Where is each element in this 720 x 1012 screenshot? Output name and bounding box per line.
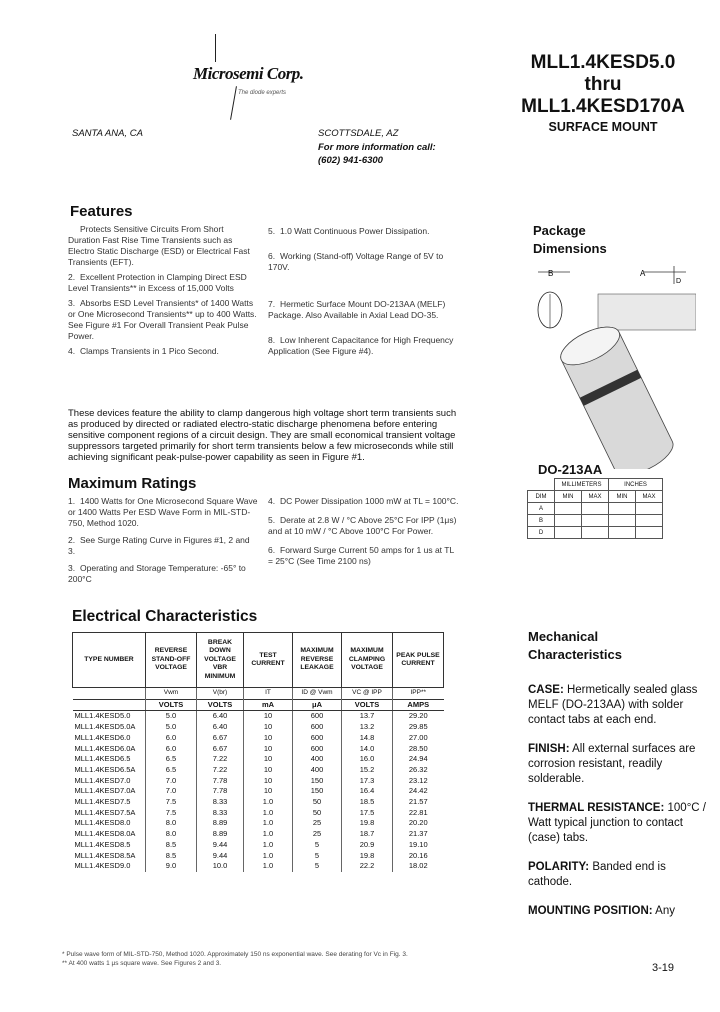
rating-item: 4. DC Power Dissipation 1000 mW at TL = 100°C. [268,496,459,506]
value-cell: 10 [244,733,293,744]
features-description: These devices feature the ability to clamp dangerous high voltage short term transients such as produced by directed or radiated electro-static discharge phenomena before entering sensitive component regions of a circuit design. They are small economical transient voltage suppressors targeted primarily for short term transients below a few microseconds while still achieving significant peak-pulse-power capability as seen in Figure #1. [68,408,457,463]
value-cell: 21.57 [393,797,444,808]
table-row [73,786,444,797]
logo-stroke-bottom [230,86,237,120]
value-cell: 24.94 [393,754,444,765]
value-cell: 600 [293,733,342,744]
part-number-cell: MLL1.4KESD8.0A [74,829,136,839]
value-cell: 7.5 [146,797,197,808]
table-symbol-row [73,688,444,700]
package-name: DO-213AA [538,462,603,477]
value-cell: 8.33 [197,808,244,819]
dim-cell [555,515,582,527]
value-cell: 13.2 [342,722,393,733]
symbol-cell: ID @ Vwm [293,688,342,700]
value-cell: 400 [293,765,342,776]
value-cell: 5.0 [146,722,197,733]
table-row [73,818,444,829]
part-number-cell: MLL1.4KESD7.0A [74,786,136,796]
feature-item: 3. Absorbs ESD Level Transients* of 1400 Watts or One Microsecond Transients** up to 400 Watts. See Figure #1 For Overall Transient Peak Pulse Power. [68,298,257,341]
value-cell: 18.7 [342,829,393,840]
dim-sub-cell: MIN [555,491,582,503]
value-cell: 6.67 [197,733,244,744]
value-cell: 50 [293,797,342,808]
value-cell: 10 [244,722,293,733]
dim-header-in: INCHES [609,479,663,491]
value-cell: 28.50 [393,744,444,755]
value-cell: 5 [293,840,342,851]
value-cell: 9.44 [197,840,244,851]
part-number-cell: MLL1.4KESD6.0 [74,732,131,742]
value-cell: 29.85 [393,722,444,733]
value-cell: 6.67 [197,744,244,755]
feature-item: 2. Excellent Protection in Clamping Direct ESD Level Transients** in Excess of 15,000 Volts [68,272,247,293]
contact-info [318,141,436,167]
part-number-cell: MLL1.4KESD8.5A [74,850,136,860]
feature-item: 7. Hermetic Surface Mount DO-213AA (MELF) Package. Also Available in Axial Lead DO-35. [268,299,446,320]
package-drawing [536,264,696,469]
value-cell: 26.32 [393,765,444,776]
electrical-heading: Electrical Characteristics [72,608,258,625]
ratings-right-list [268,496,460,567]
value-cell: 1.0 [244,808,293,819]
value-cell: 10 [244,744,293,755]
table-row [73,776,444,787]
value-cell: 7.22 [197,765,244,776]
symbol-cell [73,688,146,700]
dim-sub-cell: MAX [582,491,609,503]
part-number-cell: MLL1.4KESD8.5 [74,839,131,849]
th-type-number: TYPE NUMBER [73,633,146,688]
electrical-table-wrap [72,632,444,872]
value-cell: 1.0 [244,797,293,808]
value-cell: 16.4 [342,786,393,797]
value-cell: 600 [293,711,342,722]
melf-body-3d [555,319,678,469]
value-cell: 17.5 [342,808,393,819]
value-cell: 6.40 [197,722,244,733]
value-cell: 5 [293,851,342,862]
dim-header-mm: MILLIMETERS [555,479,609,491]
company-logo: Microsemi Corp. [193,64,304,83]
value-cell: 8.0 [146,818,197,829]
mech-thermal: THERMAL RESISTANCE: 100°C / Watt typical junction to contact (case) tabs. [528,802,706,844]
mech-finish: FINISH: All external surfaces are corrosion resistant, readily solderable. [528,743,696,785]
value-cell: 150 [293,786,342,797]
part-number-cell: MLL1.4KESD6.0A [74,743,136,753]
th-reverse-leakage: MAXIMUM REVERSE LEAKAGE [293,633,342,688]
dim-sub-cell: DIM [528,491,555,503]
unit-cell: μA [293,699,342,711]
symbol-cell: Vwm [146,688,197,700]
value-cell: 10 [244,754,293,765]
value-cell: 6.0 [146,744,197,755]
side-view-body [598,294,696,330]
value-cell: 25 [293,818,342,829]
dim-cell [609,527,636,539]
value-cell: 8.33 [197,797,244,808]
dim-cell [636,503,663,515]
value-cell: 400 [293,754,342,765]
value-cell: 25 [293,829,342,840]
value-cell: 7.0 [146,786,197,797]
dim-row-label: A [528,503,555,515]
value-cell: 1.0 [244,829,293,840]
label-b: B [548,269,554,278]
rating-item: 1. 1400 Watts for One Microsecond Square Wave or 1400 Watts Per ESD Wave Form in MIL-STD-750, Method 1020. [68,496,258,528]
value-cell: 7.0 [146,776,197,787]
feature-item: 6. Working (Stand-off) Voltage Range of 5V to 170V. [268,251,444,272]
value-cell: 600 [293,722,342,733]
th-test-current: TEST CURRENT [244,633,293,688]
unit-cell: AMPS [393,699,444,711]
part-number-cell: MLL1.4KESD8.0 [74,818,131,828]
package-heading-line: Package [533,223,586,238]
melf-package-svg [536,264,696,469]
value-cell: 23.12 [393,776,444,787]
value-cell: 22.81 [393,808,444,819]
ratings-left-list [68,496,258,585]
footnote: ** At 400 watts 1 μs square wave. See Figures 2 and 3. [62,960,222,967]
table-row [73,744,444,755]
th-standoff-voltage: REVERSE STAND-OFF VOLTAGE [146,633,197,688]
dim-cell [636,527,663,539]
value-cell: 8.5 [146,840,197,851]
value-cell: 7.78 [197,776,244,787]
part-number-cell: MLL1.4KESD7.5A [74,807,136,817]
electrical-table [72,632,444,872]
feature-item: 8. Low Inherent Capacitance for High Frequency Application (See Figure #4). [268,335,454,356]
value-cell: 22.2 [342,861,393,872]
unit-cell: VOLTS [146,699,197,711]
ratings-heading: Maximum Ratings [68,475,197,492]
mechanical-heading-line: Characteristics [528,647,622,662]
value-cell: 7.78 [197,786,244,797]
value-cell: 10.0 [197,861,244,872]
package-heading-line: Dimensions [533,241,607,256]
unit-cell: VOLTS [342,699,393,711]
value-cell: 8.89 [197,829,244,840]
th-peak-pulse-current: PEAK PULSE CURRENT [393,633,444,688]
dimension-table [527,478,663,539]
table-row [73,797,444,808]
value-cell: 18.5 [342,797,393,808]
features-right-list [268,226,460,357]
value-cell: 10 [244,786,293,797]
table-row [73,711,444,722]
feature-item: 4. Clamps Transients in 1 Pico Second. [68,346,219,356]
value-cell: 20.20 [393,818,444,829]
value-cell: 6.40 [197,711,244,722]
dim-row [528,527,663,539]
dim-header-row [528,479,663,491]
value-cell: 600 [293,744,342,755]
value-cell: 14.8 [342,733,393,744]
part-number-cell: MLL1.4KESD5.0 [74,711,131,721]
dim-sub-row [528,491,663,503]
symbol-cell: IPP** [393,688,444,700]
unit-cell: mA [244,699,293,711]
label-a: A [640,269,646,278]
page-number: 3-19 [652,962,675,974]
table-row [73,722,444,733]
dim-cell [582,527,609,539]
rating-item: 3. Operating and Storage Temperature: -65° to 200°C [68,563,246,584]
table-row [73,829,444,840]
value-cell: 9.0 [146,861,197,872]
value-cell: 1.0 [244,818,293,829]
value-cell: 10 [244,776,293,787]
th-clamping-voltage: MAXIMUM CLAMPING VOLTAGE [342,633,393,688]
value-cell: 8.5 [146,851,197,862]
dim-row-label: B [528,515,555,527]
th-breakdown-voltage: BREAK DOWN VOLTAGE VBR MINIMUM [197,633,244,688]
logo-stroke-top [215,34,216,62]
table-units-row [73,699,444,711]
features-heading: Features [70,203,133,220]
table-header-row [73,633,444,688]
dim-sub-cell: MAX [636,491,663,503]
location-scottsdale: SCOTTSDALE, AZ [318,128,399,139]
dim-cell [555,527,582,539]
value-cell: 9.44 [197,851,244,862]
mechanical-heading-line: Mechanical [528,629,599,644]
footnote: * Pulse wave form of MIL-STD-750, Method 1020. Approximately 150 ns exponential wave. See derating for Vc in Fig. 3. [62,951,408,958]
dimension-table-wrap [527,478,663,539]
table-row [73,733,444,744]
label-d: D [676,278,682,285]
part-number-to: MLL1.4KESD170A [521,96,685,117]
contact-phone: (602) 941-6300 [318,155,383,166]
value-cell: 20.9 [342,840,393,851]
value-cell: 5 [293,861,342,872]
part-number-cell: MLL1.4KESD7.0 [74,775,131,785]
value-cell: 13.7 [342,711,393,722]
unit-cell: VOLTS [197,699,244,711]
table-row [73,861,444,872]
table-row [73,765,444,776]
value-cell: 6.5 [146,765,197,776]
dim-cell [609,515,636,527]
value-cell: 10 [244,765,293,776]
value-cell: 16.0 [342,754,393,765]
value-cell: 150 [293,776,342,787]
dim-cell [609,503,636,515]
value-cell: 20.16 [393,851,444,862]
value-cell: 7.22 [197,754,244,765]
value-cell: 10 [244,711,293,722]
value-cell: 29.20 [393,711,444,722]
unit-cell [73,699,146,711]
rating-item: 6. Forward Surge Current 50 amps for 1 us at TL = 25°C (See Time 2100 ns) [268,545,454,566]
mech-mounting: MOUNTING POSITION: Any [528,905,675,917]
symbol-cell: IT [244,688,293,700]
value-cell: 27.00 [393,733,444,744]
package-heading [533,222,607,258]
company-tagline: The diode experts [238,90,287,96]
value-cell: 8.89 [197,818,244,829]
dim-sub-cell: MIN [609,491,636,503]
value-cell: 1.0 [244,851,293,862]
part-number-cell: MLL1.4KESD5.0A [74,722,136,732]
value-cell: 19.8 [342,851,393,862]
thru-label: thru [584,74,622,95]
dim-cell [582,503,609,515]
value-cell: 14.0 [342,744,393,755]
dim-cell [528,479,555,491]
title-block [508,52,698,134]
table-row [73,808,444,819]
value-cell: 8.0 [146,829,197,840]
value-cell: 24.42 [393,786,444,797]
part-number-cell: MLL1.4KESD6.5A [74,764,136,774]
value-cell: 50 [293,808,342,819]
value-cell: 5.0 [146,711,197,722]
dim-cell [582,515,609,527]
feature-item: Protects Sensitive Circuits From Short Duration Fast Rise Time Transients such as Electro Static Discharge (ESD) or Electrical Fast Transients (EFT). [68,224,250,267]
value-cell: 6.0 [146,733,197,744]
value-cell: 15.2 [342,765,393,776]
mechanical-list [528,683,710,919]
rating-item: 5. Derate at 2.8 W / °C Above 25°C For IPP (1μs) and at 10 mW / °C Above 100°C For Power. [268,515,457,536]
footnotes [62,950,462,968]
symbol-cell: V(br) [197,688,244,700]
value-cell: 1.0 [244,840,293,851]
value-cell: 21.37 [393,829,444,840]
features-left-list [68,224,258,357]
value-cell: 19.8 [342,818,393,829]
location-santa-ana: SANTA ANA, CA [72,128,143,139]
mount-type: SURFACE MOUNT [548,120,658,134]
dim-cell [555,503,582,515]
part-number-cell: MLL1.4KESD9.0 [74,861,131,871]
dim-row [528,503,663,515]
dim-cell [636,515,663,527]
dim-row-label: D [528,527,555,539]
value-cell: 1.0 [244,861,293,872]
mech-polarity: POLARITY: Banded end is cathode. [528,861,666,888]
rating-item: 2. See Surge Rating Curve in Figures #1, 2 and 3. [68,535,250,556]
part-number-cell: MLL1.4KESD7.5 [74,797,131,807]
mech-case: CASE: Hermetically sealed glass MELF (DO-213AA) with solder contact tabs at each end. [528,684,698,726]
table-row [73,754,444,765]
contact-line: For more information call: [318,142,436,153]
table-row [73,851,444,862]
part-number-cell: MLL1.4KESD6.5 [74,754,131,764]
value-cell: 19.10 [393,840,444,851]
symbol-cell: VC @ IPP [342,688,393,700]
part-number-from: MLL1.4KESD5.0 [530,52,676,73]
value-cell: 18.02 [393,861,444,872]
value-cell: 17.3 [342,776,393,787]
value-cell: 6.5 [146,754,197,765]
feature-item: 5. 1.0 Watt Continuous Power Dissipation. [268,226,430,236]
value-cell: 7.5 [146,808,197,819]
dim-row [528,515,663,527]
mechanical-heading [528,628,622,664]
table-row [73,840,444,851]
